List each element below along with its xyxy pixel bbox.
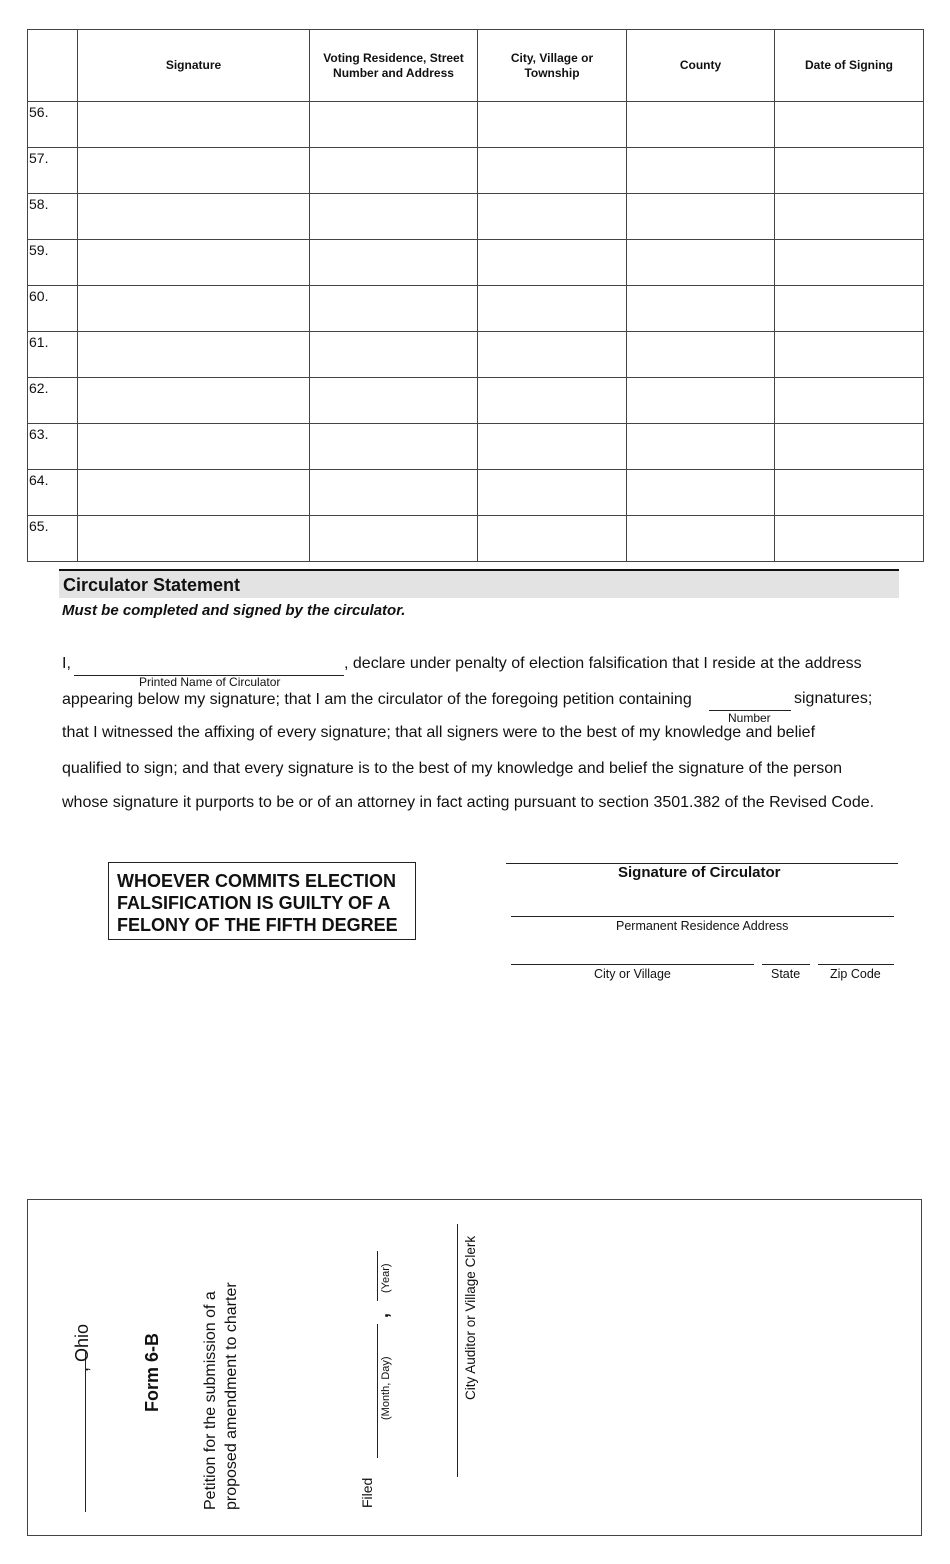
warning-line1: WHOEVER COMMITS ELECTION (117, 871, 396, 891)
table-row (28, 286, 924, 332)
county-cell[interactable] (627, 148, 775, 194)
signature-cell[interactable] (78, 424, 310, 470)
signature-table (27, 29, 924, 562)
circulator-statement-title: Circulator Statement (59, 571, 899, 598)
header-date: Date of Signing (775, 30, 924, 102)
table-row (28, 194, 924, 240)
date-cell[interactable] (775, 516, 924, 562)
statement-line4: qualified to sign; and that every signature is to the best of my knowledge and belief the signature of the person (62, 760, 843, 777)
zip-line[interactable] (818, 964, 894, 965)
row-number: 63. (28, 424, 78, 470)
row-number: 59. (28, 240, 78, 286)
signature-cell[interactable] (78, 516, 310, 562)
state-line[interactable] (762, 964, 810, 965)
residence-cell[interactable] (310, 240, 478, 286)
header-city-line1: City, Village or (510, 50, 594, 65)
date-cell[interactable] (775, 286, 924, 332)
table-row (28, 424, 924, 470)
city-line[interactable] (511, 964, 754, 965)
county-cell[interactable] (627, 470, 775, 516)
date-cell[interactable] (775, 194, 924, 240)
date-cell[interactable] (775, 470, 924, 516)
header-residence (310, 30, 478, 102)
ohio-label: , Ohio (72, 1323, 92, 1372)
residence-cell[interactable] (310, 102, 478, 148)
filed-year-line[interactable] (377, 1251, 378, 1301)
residence-cell[interactable] (310, 470, 478, 516)
row-number: 62. (28, 378, 78, 424)
signature-cell[interactable] (78, 102, 310, 148)
statement-line1-suffix: , declare under penalty of election falsification that I reside at the address (344, 655, 862, 672)
date-cell[interactable] (775, 332, 924, 378)
date-comma: , (372, 1312, 392, 1318)
residence-cell[interactable] (310, 424, 478, 470)
statement-line5: whose signature it purports to be or of an attorney in fact acting pursuant to section 3501.382 of the Revised Code. (62, 794, 875, 811)
clerk-label: City Auditor or Village Clerk (463, 1235, 478, 1400)
filed-date-line[interactable] (377, 1324, 378, 1458)
signature-cell[interactable] (78, 240, 310, 286)
signature-cell[interactable] (78, 378, 310, 424)
city-cell[interactable] (478, 470, 627, 516)
city-cell[interactable] (478, 332, 627, 378)
filed-label: Filed (359, 1477, 375, 1508)
municipality-line[interactable] (85, 1352, 86, 1512)
residence-cell[interactable] (310, 148, 478, 194)
circulator-statement-subtitle: Must be completed and signed by the circulator. (62, 602, 406, 619)
date-cell[interactable] (775, 378, 924, 424)
date-cell[interactable] (775, 424, 924, 470)
header-signature: Signature (78, 30, 310, 102)
city-cell[interactable] (478, 148, 627, 194)
header-residence-line1: Voting Residence, Street (323, 50, 464, 65)
signature-cell[interactable] (78, 286, 310, 332)
signature-cell[interactable] (78, 332, 310, 378)
row-number: 60. (28, 286, 78, 332)
city-cell[interactable] (478, 240, 627, 286)
county-cell[interactable] (627, 102, 775, 148)
county-cell[interactable] (627, 240, 775, 286)
county-cell[interactable] (627, 286, 775, 332)
petition-line2: proposed amendment to charter (223, 1282, 240, 1510)
city-cell[interactable] (478, 194, 627, 240)
county-cell[interactable] (627, 194, 775, 240)
city-label: City or Village (594, 967, 671, 981)
city-cell[interactable] (478, 286, 627, 332)
warning-line2: FALSIFICATION IS GUILTY OF A (117, 893, 391, 913)
row-number: 58. (28, 194, 78, 240)
date-cell[interactable] (775, 102, 924, 148)
header-residence-line2: Number and Address (333, 65, 454, 80)
zip-label: Zip Code (830, 967, 881, 981)
state-label: State (771, 967, 801, 981)
number-caption: Number (728, 711, 771, 725)
table-row (28, 470, 924, 516)
row-number: 56. (28, 102, 78, 148)
header-city-line2: Township (524, 65, 580, 80)
date-cell[interactable] (775, 148, 924, 194)
header-number (28, 30, 78, 102)
table-row (28, 378, 924, 424)
statement-line3: that I witnessed the affixing of every signature; that all signers were to the best of my knowledge and belief (62, 724, 816, 741)
year-caption: (Year) (380, 1263, 392, 1293)
table-header-row (28, 30, 924, 102)
signature-label: Signature of Circulator (618, 864, 781, 881)
row-number: 64. (28, 470, 78, 516)
county-cell[interactable] (627, 378, 775, 424)
table-row (28, 240, 924, 286)
residence-cell[interactable] (310, 194, 478, 240)
row-number: 57. (28, 148, 78, 194)
city-cell[interactable] (478, 378, 627, 424)
statement-line2-suffix: signatures; (794, 690, 873, 707)
residence-cell[interactable] (310, 378, 478, 424)
table-row (28, 516, 924, 562)
county-cell[interactable] (627, 516, 775, 562)
residence-address-line[interactable] (511, 916, 894, 917)
table-row (28, 102, 924, 148)
signature-cell[interactable] (78, 194, 310, 240)
residence-cell[interactable] (310, 516, 478, 562)
signature-cell[interactable] (78, 470, 310, 516)
statement-line1-prefix: I, (62, 655, 71, 672)
form-number: Form 6-B (142, 1332, 162, 1412)
header-county: County (627, 30, 775, 102)
city-cell[interactable] (478, 516, 627, 562)
header-city (478, 30, 627, 102)
address-label: Permanent Residence Address (616, 919, 789, 933)
row-number: 65. (28, 516, 78, 562)
falsification-warning (108, 862, 416, 940)
warning-line3: FELONY OF THE FIFTH DEGREE (117, 915, 398, 935)
date-cell[interactable] (775, 240, 924, 286)
table-row (28, 332, 924, 378)
city-cell[interactable] (478, 102, 627, 148)
row-number: 61. (28, 332, 78, 378)
petition-line1: Petition for the submission of a (202, 1291, 219, 1510)
table-row (28, 148, 924, 194)
statement-line2-prefix: appearing below my signature; that I am the circulator of the foregoing petition containing (62, 691, 692, 708)
printed-name-caption: Printed Name of Circulator (139, 675, 281, 689)
residence-cell[interactable] (310, 332, 478, 378)
city-cell[interactable] (478, 424, 627, 470)
residence-cell[interactable] (310, 286, 478, 332)
clerk-signature-line[interactable] (457, 1224, 458, 1477)
county-cell[interactable] (627, 332, 775, 378)
month-day-caption: (Month, Day) (380, 1356, 392, 1420)
signature-cell[interactable] (78, 148, 310, 194)
county-cell[interactable] (627, 424, 775, 470)
